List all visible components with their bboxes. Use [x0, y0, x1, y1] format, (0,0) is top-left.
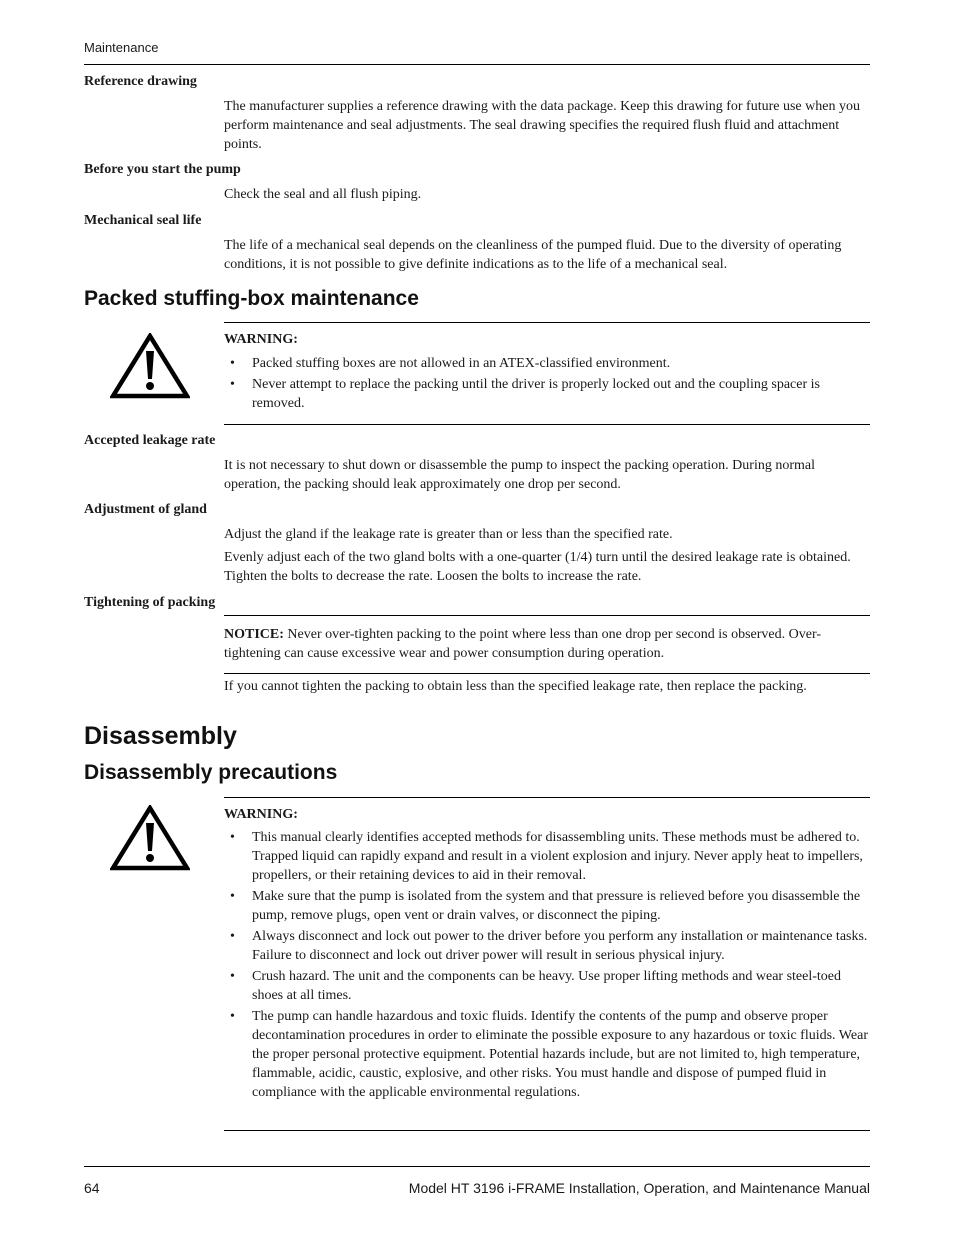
- header-rule: [84, 64, 870, 65]
- warning-item: • Packed stuffing boxes are not allowed in an ATEX-classified environment.: [224, 354, 870, 373]
- warning-item: • Never attempt to replace the packing until the driver is properly locked out and the coupling spacer is removed.: [224, 375, 870, 413]
- notice-label: NOTICE:: [224, 627, 284, 642]
- packed-section-title: Packed stuffing-box maintenance: [84, 287, 419, 310]
- warning-top-rule: [224, 322, 870, 323]
- disassembly-title: Disassembly: [84, 722, 237, 750]
- warning-label: WARNING:: [224, 332, 298, 347]
- page-number: 64: [84, 1180, 100, 1196]
- reference-drawing-text: The manufacturer supplies a reference drawing with the data package. Keep this drawing for future use when you perform maintenance and seal adjustments. The seal drawing specifies the required flush fluid and attachment points.: [224, 99, 860, 152]
- reference-drawing-heading: Reference drawing: [84, 74, 197, 89]
- running-head: Maintenance: [84, 40, 159, 55]
- gland-text-1: Adjust the gland if the leakage rate is greater than or less than the specified rate.: [224, 527, 673, 542]
- disassembly-warning-list: [224, 828, 870, 1104]
- notice-top-rule: [224, 615, 870, 616]
- leakage-heading: Accepted leakage rate: [84, 433, 216, 448]
- warning-bottom-rule: [224, 424, 870, 425]
- seal-life-heading: Mechanical seal life: [84, 213, 202, 228]
- warning-bottom-rule: [224, 1130, 870, 1131]
- notice-bottom-rule: [224, 673, 870, 674]
- warning-item: • Crush hazard. The unit and the components can be heavy. Use proper lifting methods and wear steel-toed shoes at all times.: [224, 967, 870, 1005]
- notice-block: [224, 625, 870, 663]
- gland-text-2: Evenly adjust each of the two gland bolts with a one-quarter (1/4) turn until the desired leakage rate is obtained. Tighten the bolts to decrease the rate. Loosen the bolts to increase the rate.: [224, 550, 851, 584]
- footer-rule: [84, 1166, 870, 1167]
- warning-item: • Always disconnect and lock out power to the driver before you perform any installation or maintenance tasks. Failure to disconnect and lock out driver power will result in serious physical injury.: [224, 927, 870, 965]
- before-start-text: Check the seal and all flush piping.: [224, 187, 422, 202]
- before-start-heading: Before you start the pump: [84, 162, 241, 177]
- warning-item: • Make sure that the pump is isolated from the system and that pressure is relieved before you disassemble the pump, remove plugs, open vent or drain valves, or disconnect the piping.: [224, 887, 870, 925]
- manual-title: Model HT 3196 i-FRAME Installation, Operation, and Maintenance Manual: [408, 1180, 870, 1196]
- leakage-text: It is not necessary to shut down or disassemble the pump to inspect the packing operation. During normal operation, the packing should leak approximately one drop per second.: [224, 458, 815, 492]
- packed-warning-list: [224, 354, 870, 415]
- seal-life-text: The life of a mechanical seal depends on the cleanliness of the pumped fluid. Due to the diversity of operating conditions, it is not possible to give definite indications as to the life of a mechanical seal.: [224, 238, 842, 272]
- disassembly-precautions-title: Disassembly precautions: [84, 761, 338, 784]
- warning-label: WARNING:: [224, 807, 298, 822]
- warning-item: • This manual clearly identifies accepted methods for disassembling units. These methods must be adhered to. Trapped liquid can rapidly expand and result in a violent explosion and injury. Never apply heat to impellers, propellers, or their retaining devices to aid in their removal.: [224, 828, 870, 885]
- warning-top-rule: [224, 797, 870, 798]
- notice-text: Never over-tighten packing to the point where less than one drop per second is observed. Over-tightening can cause excessive wear and power consumption during operation.: [224, 627, 822, 661]
- warning-triangle-icon: [110, 805, 190, 871]
- gland-heading: Adjustment of gland: [84, 502, 207, 517]
- tightening-text: If you cannot tighten the packing to obtain less than the specified leakage rate, then replace the packing.: [224, 679, 807, 694]
- warning-triangle-icon: [110, 333, 190, 399]
- tightening-heading: Tightening of packing: [84, 595, 216, 610]
- warning-item: • The pump can handle hazardous and toxic fluids. Identify the contents of the pump and observe proper decontamination procedures in order to eliminate the possible exposure to any hazardous or toxic fluids. Wear the proper personal protective equipment. Potential hazards include, but are not limited to, high temperature, flammable, acidic, caustic, explosive, and other risks. You must handle and dispose of pumped fluid in compliance with the applicable environmental regulations.: [224, 1007, 870, 1102]
